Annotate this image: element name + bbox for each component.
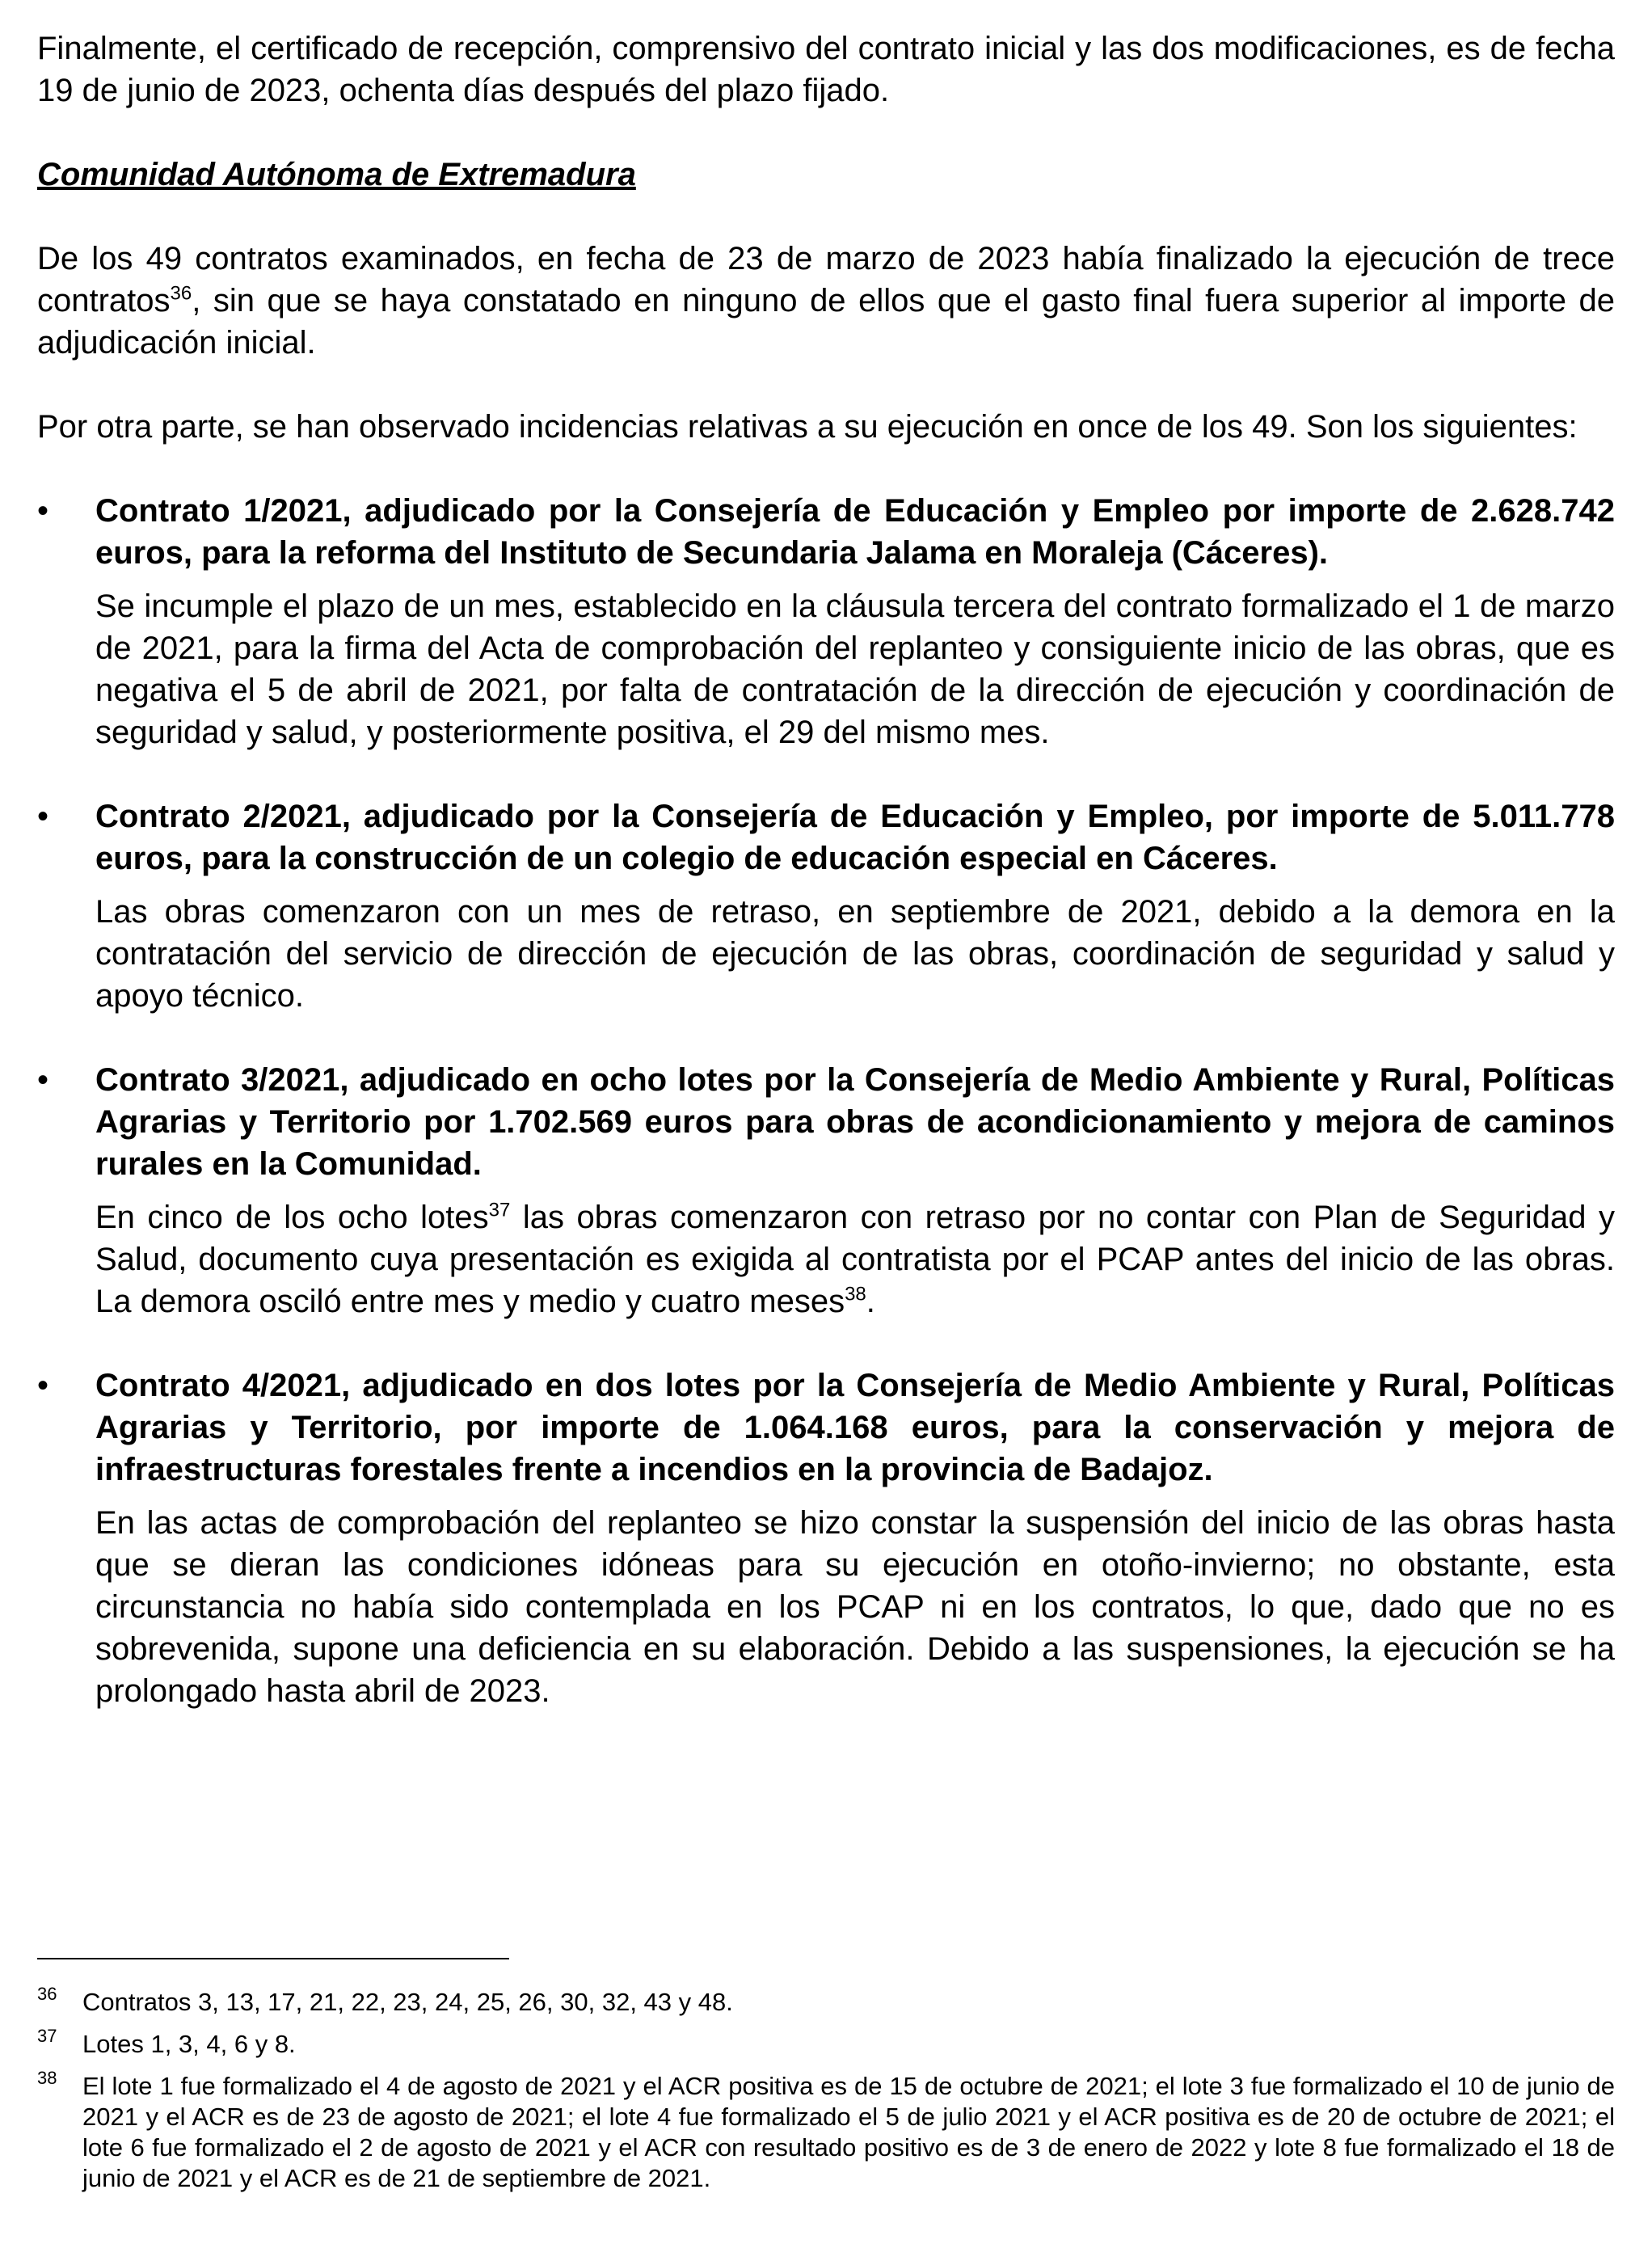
footnote-number: 36: [37, 1984, 57, 2004]
paragraph-incidents-intro: Por otra parte, se han observado incidencias relativas a su ejecución en once de los 49. Son los siguientes:: [37, 409, 1578, 445]
footnote-text: Contratos 3, 13, 17, 21, 22, 23, 24, 25, 26, 30, 32, 43 y 48.: [82, 1988, 733, 2016]
contract-description: Se incumple el plazo de un mes, establecido en la cláusula tercera del contrato formalizado el 1 de marzo de 2021, para la firma del Acta de comprobación del replanteo y consiguiente inicio de las obras, que es negativa el 5 de abril de 2021, por falta de contratación de la dirección de ejecución y coordinación de seguridad y salud, y posteriormente positiva, el 29 del mismo mes.: [95, 588, 1615, 750]
bullet-icon: •: [37, 1368, 49, 1403]
contract-description: En las actas de comprobación del replanteo se hizo constar la suspensión del inicio de las obras hasta que se dieran las condiciones idóneas para su ejecución en otoño-invierno; no obstante, esta circunstancia no había sido contemplada en los PCAP ni en los contratos, lo que, dado que no es sobrevenida, supone una deficiencia en su elaboración. Debido a las suspensiones, la ejecución se ha prolongado hasta abril de 2023.: [95, 1505, 1615, 1709]
footnote-text: El lote 1 fue formalizado el 4 de agosto de 2021 y el ACR positiva es de 15 de octubre de 2021; el lote 3 fue formalizado el 10 de junio de 2021 y el ACR es de 23 de agosto de 2021; el lote 4 fue formalizado el 5 de julio 2021 y el ACR positiva es de 20 de octubre de 2021; el lote 6 fue formalizado el 2 de agosto de 2021 y el ACR con resultado positivo es de 3 de enero de 2022 y lote 8 fue formalizado el 18 de junio de 2021 y el ACR es de 21 de septiembre de 2021.: [82, 2072, 1615, 2192]
paragraph-closing-certificate: Finalmente, el certificado de recepción, comprensivo del contrato inicial y las dos modificaciones, es de fecha 19 de junio de 2023, ochenta días después del plazo fijado.: [37, 31, 1615, 108]
footnote-ref-36[interactable]: 36: [170, 282, 192, 305]
paragraph-text: De los 49 contratos examinados, en fecha de 23 de marzo de 2023 había finalizado la ejecución de trece contratos: [37, 241, 1615, 318]
contract-title: Contrato 3/2021, adjudicado en ocho lotes por la Consejería de Medio Ambiente y Rural, Políticas Agrarias y Territorio por 1.702.569 euros para obras de acondicionamiento y mejora de caminos rurales en la Comunidad.: [95, 1062, 1615, 1182]
footnote-38: [37, 2068, 1615, 2194]
description-text: .: [866, 1284, 875, 1319]
contract-title: Contrato 4/2021, adjudicado en dos lotes por la Consejería de Medio Ambiente y Rural, Políticas Agrarias y Territorio, por importe de 1.064.168 euros, para la conservación y mejora de infraestructuras forestales frente a incendios en la provincia de Badajoz.: [95, 1368, 1615, 1487]
paragraph-contracts-examined: [37, 238, 1615, 364]
footnote-ref-38[interactable]: 38: [845, 1283, 866, 1305]
description-text: las obras comenzaron con retraso por no contar con Plan de Seguridad y Salud, documento cuya presentación es exigida al contratista por el PCAP antes del inicio de las obras. La demora osciló entre mes y medio y cuatro meses: [95, 1200, 1615, 1319]
list-item-contract-3: [37, 1059, 1615, 1322]
description-text: En cinco de los ocho lotes: [95, 1200, 489, 1235]
footnote-ref-37[interactable]: 37: [488, 1199, 511, 1221]
bullet-icon: •: [37, 799, 49, 834]
footnote-divider: [37, 1958, 509, 1959]
list-item-contract-2: [37, 795, 1615, 1017]
footnote-36: [37, 1984, 1615, 2018]
footnote-37: [37, 2026, 1615, 2060]
paragraph-text: , sin que se haya constatado en ninguno de ellos que el gasto final fuera superior al importe de adjudicación inicial.: [37, 283, 1615, 361]
footnote-text: Lotes 1, 3, 4, 6 y 8.: [82, 2030, 296, 2058]
contract-title: Contrato 1/2021, adjudicado por la Consejería de Educación y Empleo por importe de 2.628.742 euros, para la reforma del Instituto de Secundaria Jalama en Moraleja (Cáceres).: [95, 493, 1615, 571]
bullet-icon: •: [37, 1062, 49, 1098]
bullet-icon: •: [37, 493, 49, 529]
contract-description: Las obras comenzaron con un mes de retraso, en septiembre de 2021, debido a la demora en la contratación del servicio de dirección de ejecución de las obras, coordinación de seguridad y salud y apoyo técnico.: [95, 894, 1615, 1014]
list-item-contract-4: [37, 1365, 1615, 1712]
footnotes-section: [37, 1958, 1615, 2205]
contract-title: Contrato 2/2021, adjudicado por la Consejería de Educación y Empleo, por importe de 5.011.778 euros, para la construcción de un colegio de educación especial en Cáceres.: [95, 799, 1615, 876]
footnote-number: 38: [37, 2068, 57, 2088]
contract-description: [95, 1196, 1615, 1322]
section-heading: Comunidad Autónoma de Extremadura: [37, 157, 636, 192]
footnote-number: 37: [37, 2026, 57, 2046]
list-item-contract-1: [37, 490, 1615, 753]
